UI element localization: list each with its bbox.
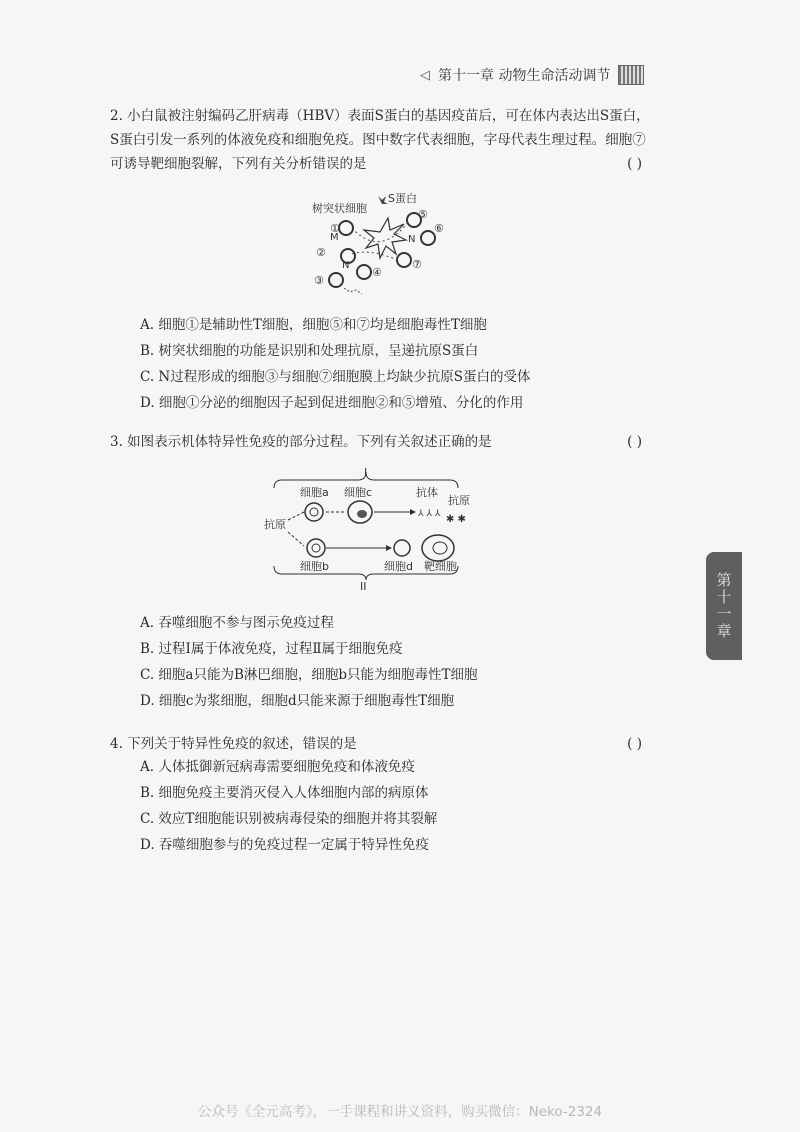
target-cell [422,535,454,561]
chapter-title: 第十一章 动物生命活动调节 [438,68,611,84]
antibody-marks: ⅄ ⅄ ⅄ [418,509,441,519]
antigen-left-label: 抗原 [264,518,286,531]
cell-2-label: ② [316,246,326,259]
cell-1 [339,221,353,235]
question-4 [110,732,650,756]
cell-4 [357,265,371,279]
process-n-label-b: N [342,260,350,271]
cell-1-label: ① [330,222,340,235]
q2-option-d[interactable]: D. 细胞①分泌的细胞因子起到促进细胞②和⑤增殖、分化的作用 [140,395,524,411]
question-3-text: 3. 如图表示机体特异性免疫的部分过程。下列有关叙述正确的是 [110,434,492,450]
target-cell-nucleus [433,542,447,554]
cell-b-label: 细胞b [300,560,329,573]
answer-bracket-4: ( ) [627,736,642,752]
cell-a [305,503,323,521]
answer-bracket-3: ( ) [627,434,642,450]
q2-option-a[interactable]: A. 细胞①是辅助性T细胞，细胞⑤和⑦均是细胞毒性T细胞 [140,317,487,333]
question-4-text: 4. 下列关于特异性免疫的叙述，错误的是 [110,736,357,752]
q4-option-b[interactable]: B. 细胞免疫主要消灭侵入人体细胞内部的病原体 [140,785,429,801]
cell-a-nucleus [310,508,318,516]
triangle-marker-icon: ◁ [420,67,430,83]
footer-watermark: 公众号《全元高考》，一手课程和讲义资料，购买微信：Neko-2324 [197,1104,603,1120]
q3-option-d[interactable]: D. 细胞c为浆细胞，细胞d只能来源于细胞毒性T细胞 [140,693,455,709]
chapter-side-tab-label: 第十一章 [714,572,733,640]
cell-4-label: ④ [372,266,382,279]
q2-option-c[interactable]: C. N过程形成的细胞③与细胞⑦细胞膜上均缺少抗原S蛋白的受体 [140,369,531,385]
question-3 [110,430,650,454]
arrow-antigen-to-b [288,532,304,546]
process-n-label-a: N [408,234,416,245]
q4-option-d[interactable]: D. 吞噬细胞参与的免疫过程一定属于特异性免疫 [140,837,429,853]
figure-specific-immunity [260,462,470,592]
cell-a-label: 细胞a [300,486,329,499]
cell-c-nucleus [357,510,367,518]
cell-b [307,539,325,557]
virus-icon [378,196,388,204]
answer-bracket-2: ( ) [627,156,642,172]
cell-7 [397,253,411,267]
question-2 [110,104,650,176]
question-3-options [110,610,650,714]
cell-b-nucleus [312,544,320,552]
antigen-marks: ✱ ✱ [446,514,466,525]
process-2-label: II [360,580,367,592]
cell-7-label: ⑦ [412,258,422,271]
cell-d [394,540,410,556]
figure-hbv-immunity [300,188,460,308]
antibody-label: 抗体 [416,486,438,499]
chapter-header [420,62,650,88]
question-4-options [110,754,650,858]
process-m-label: M [330,232,339,243]
cell-3 [329,273,343,287]
q4-option-c[interactable]: C. 效应T细胞能识别被病毒侵染的细胞并将其裂解 [140,811,438,827]
arrowhead-2 [386,545,392,551]
cell-c-label: 细胞c [344,486,373,499]
antigen-right-label: 抗原 [448,494,470,507]
q3-option-c[interactable]: C. 细胞a只能为B淋巴细胞，细胞b只能为细胞毒性T细胞 [140,667,478,683]
question-2-text: 2. 小白鼠被注射编码乙肝病毒（HBV）表面S蛋白的基因疫苗后，可在体内表达出S蛋白，S蛋白引发一系列的体液免疫和细胞免疫。图中数字代表细胞，字母代表生理过程。细胞⑦可诱导靶细胞裂解，下列有关分析错误的是 [110,108,650,172]
question-2-options [110,312,650,416]
arrowhead-1 [410,509,416,515]
cell-6-label: ⑥ [434,222,444,235]
cell-d-label: 细胞d [384,560,413,573]
arrow-antigen-to-a [288,512,304,520]
process-1-label: I [364,466,368,479]
q4-option-a[interactable]: A. 人体抵御新冠病毒需要细胞免疫和体液免疫 [140,759,415,775]
label-dendritic-cell: 树突状细胞 [312,202,367,215]
target-cell-label: 靶细胞 [424,560,457,573]
q3-option-a[interactable]: A. 吞噬细胞不参与图示免疫过程 [140,615,334,631]
antibody-marks [344,288,362,294]
label-s-protein: S蛋白 [388,192,417,205]
pathway-dotted-2 [352,252,398,260]
cell-3-label: ③ [314,274,324,287]
chapter-side-tab [706,552,742,660]
q3-option-b[interactable]: B. 过程Ⅰ属于体液免疫，过程Ⅱ属于细胞免疫 [140,641,403,657]
cell-6 [421,231,435,245]
q2-option-b[interactable]: B. 树突状细胞的功能是识别和处理抗原，呈递抗原S蛋白 [140,343,479,359]
cell-5-label: ⑤ [418,208,428,221]
dendritic-cell-shape [364,218,406,258]
qr-code-icon [618,65,644,85]
